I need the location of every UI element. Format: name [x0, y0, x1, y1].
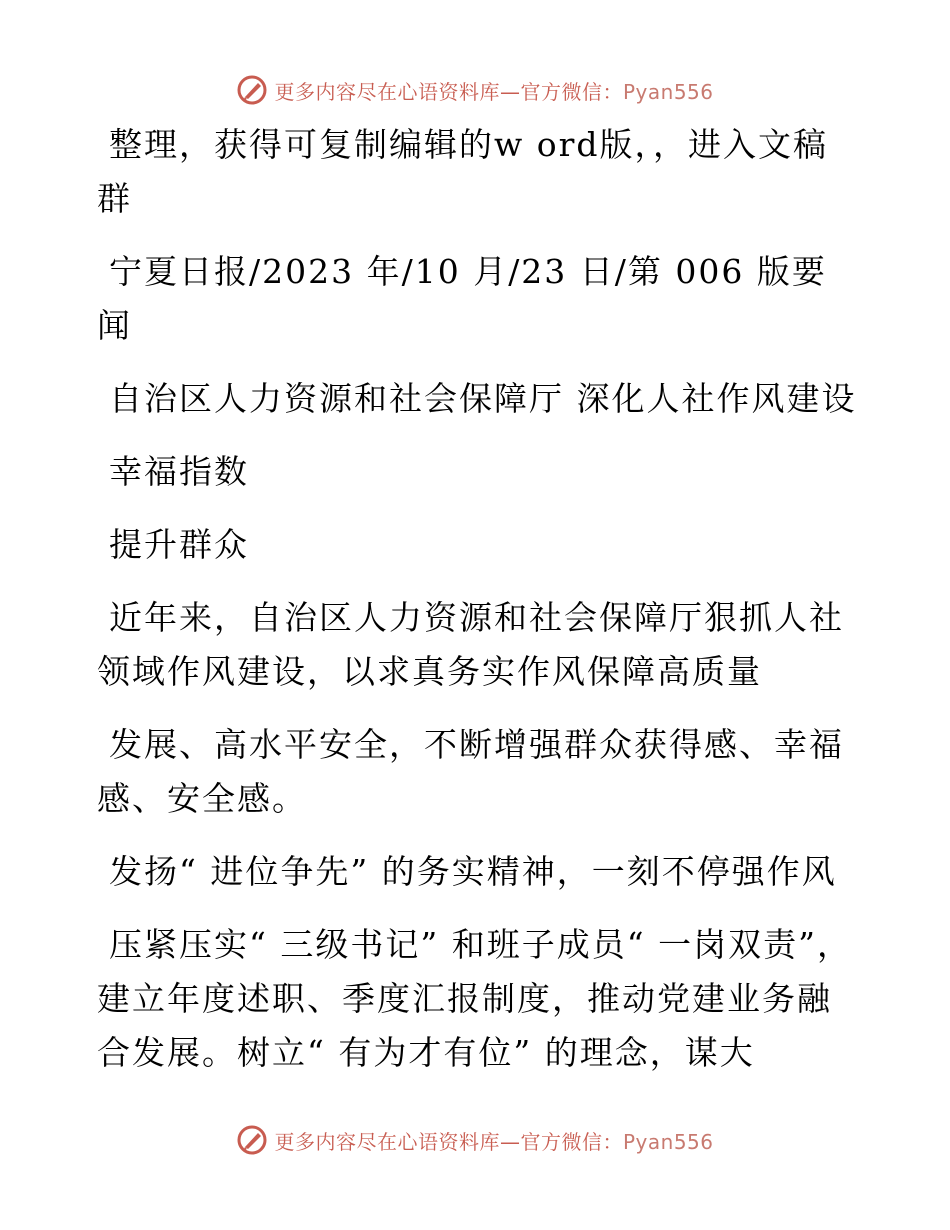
header-watermark — [0, 70, 950, 110]
pen-seal-icon — [236, 74, 268, 106]
paragraph: 宁夏日报/2023 年/10 月/23 日/第 006 版要闻 — [97, 252, 827, 345]
paragraph: 幸福指数 — [109, 452, 249, 491]
pen-seal-icon — [236, 1124, 268, 1156]
footer-watermark — [0, 1120, 950, 1160]
paragraph: 提升群众 — [109, 525, 249, 564]
paragraph: 压紧压实“ 三级书记” 和班子成员“ 一岗双责”，建立年度述职、季度汇报制度，推动党建业务融合发展。树立“ 有为才有位” 的理念，谋大 — [97, 925, 852, 1072]
paragraph: 发扬“ 进位争先” 的务实精神，一刻不停强作风 — [109, 852, 837, 891]
document-body — [97, 118, 857, 1099]
watermark-text: 更多内容尽在心语资料库—官方微信：Pyan556 — [274, 79, 714, 104]
paragraph: 近年来，自治区人力资源和社会保障厅狠抓人社领域作风建设，以求真务实作风保障高质量 — [97, 598, 844, 691]
paragraph: 发展、高水平安全，不断增强群众获得感、幸福感、安全感。 — [97, 725, 844, 818]
paragraph: 自治区人力资源和社会保障厅 深化人社作风建设 — [109, 379, 857, 418]
paragraph: 整理，获得可复制编辑的w ord版，，进入文稿群 — [97, 125, 829, 218]
watermark-text: 更多内容尽在心语资料库—官方微信：Pyan556 — [274, 1129, 714, 1154]
